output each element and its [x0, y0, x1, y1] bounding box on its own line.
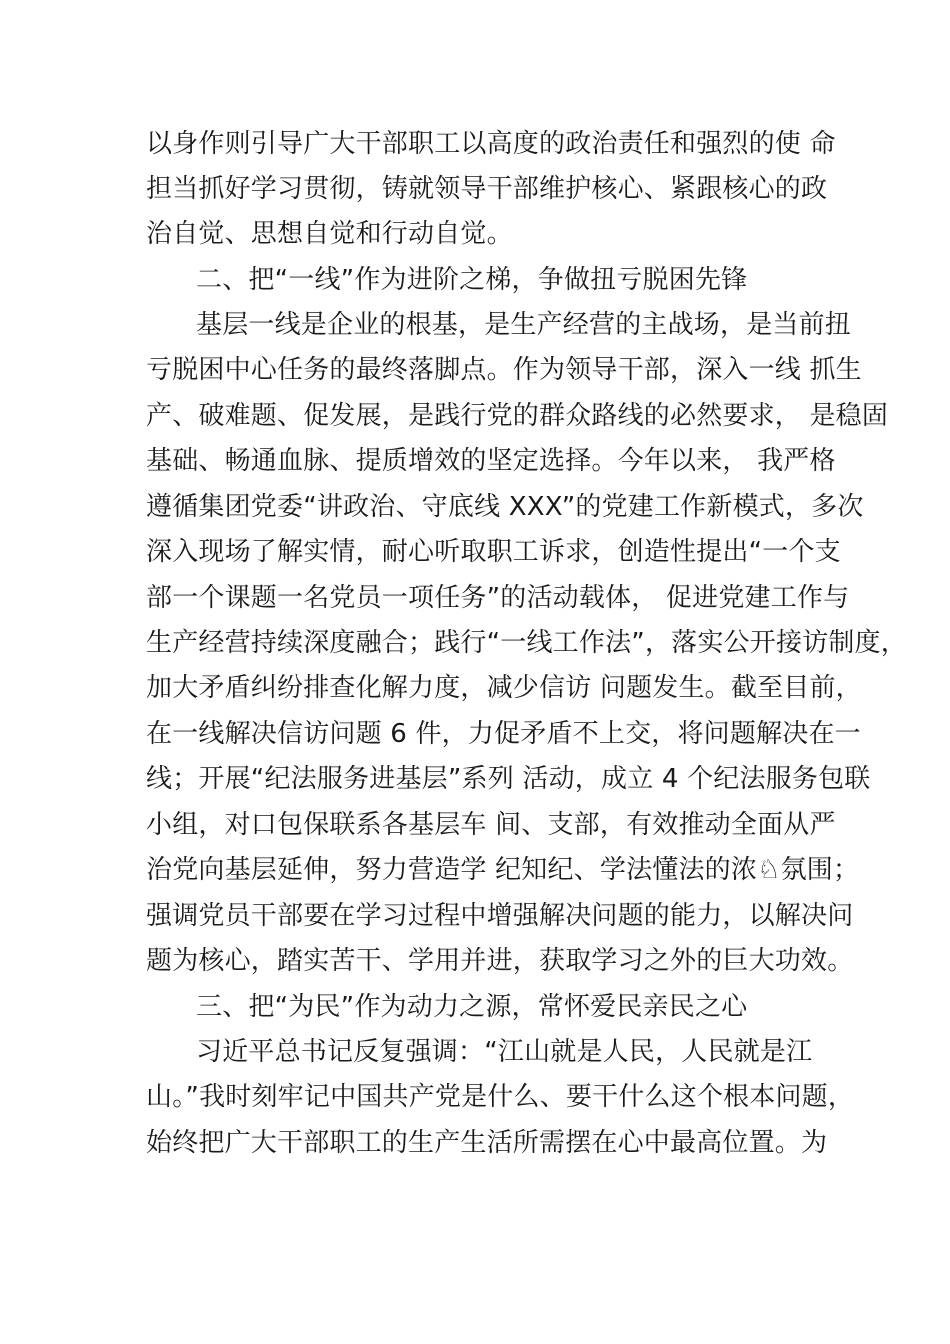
paragraph-start-line: 习近平总书记反复强调：“江山就是人民，人民就是江 [196, 1037, 813, 1067]
text-line-18: 强调党员干部要在学习过程中增强解决问题的能力，以解决问 [146, 901, 854, 931]
text-line-12: 生产经营持续深度融合；践行“一线工作法”，落实公开接访制度， [146, 628, 907, 658]
text-line-2: 担当抓好学习贯彻，铸就领导干部维护核心、紧跟核心的政 [146, 174, 828, 204]
paragraph-start-line: 基层一线是企业的根基，是生产经营的主战场，是当前扭 [196, 310, 852, 340]
text-line-6: 亏脱困中心任务的最终落脚点。作为领导干部，深入一线 抓生 [146, 355, 862, 385]
text-line-8: 基础、畅通血脉、提质增效的坚定选择。今年以来， 我严格 [146, 446, 836, 476]
text-line-15: 线；开展“纪法服务进基层”系列 活动，成立 4 个纪法服务包联 [146, 764, 871, 794]
text-line-7: 产、破难题、促发展，是践行党的群众路线的必然要求， 是稳固 [146, 401, 889, 431]
text-line-3: 治自觉、思想自觉和行动自觉。 [146, 219, 513, 249]
text-line-16: 小组，对口包保联系各基层车 间、支部，有效推动全面从严 [146, 810, 836, 840]
text-line-13: 加大矛盾纠纷排查化解力度，减少信访 问题发生。截至目前， [146, 673, 862, 703]
text-line-22: 山。”我时刻牢记中国共产党是什么、要干什么这个根本问题， [146, 1082, 855, 1112]
text-line-9: 遵循集团党委“讲政治、守底线 XXX”的党建工作新模式，多次 [146, 492, 864, 522]
text-line-14: 在一线解决信访问题 6 件，力促矛盾不上交，将问题解决在一 [146, 719, 861, 749]
text-line-23: 始终把广大干部职工的生产生活所需摆在心中最高位置。为 [146, 1128, 828, 1158]
section-heading-3: 三、把“为民”作为动力之源，常怀爱民亲民之心 [196, 992, 748, 1022]
text-line-11: 部一个课题一名党员一项任务”的活动载体， 促进党建工作与 [146, 583, 850, 613]
text-line-1: 以身作则引导广大干部职工以高度的政治责任和强烈的使 命 [146, 129, 836, 159]
text-line-17: 治党向基层延伸，努力营造学 纪知纪、学法懂法的浓♘氛围； [146, 855, 860, 885]
text-line-19: 题为核心，踏实苦干、学用并进，获取学习之外的巨大功效。 [146, 946, 854, 976]
text-line-10: 深入现场了解实情，耐心听取职工诉求，创造性提出“一个支 [146, 537, 841, 567]
section-heading-2: 二、把“一线”作为进阶之梯，争做扭亏脱困先锋 [196, 265, 748, 295]
